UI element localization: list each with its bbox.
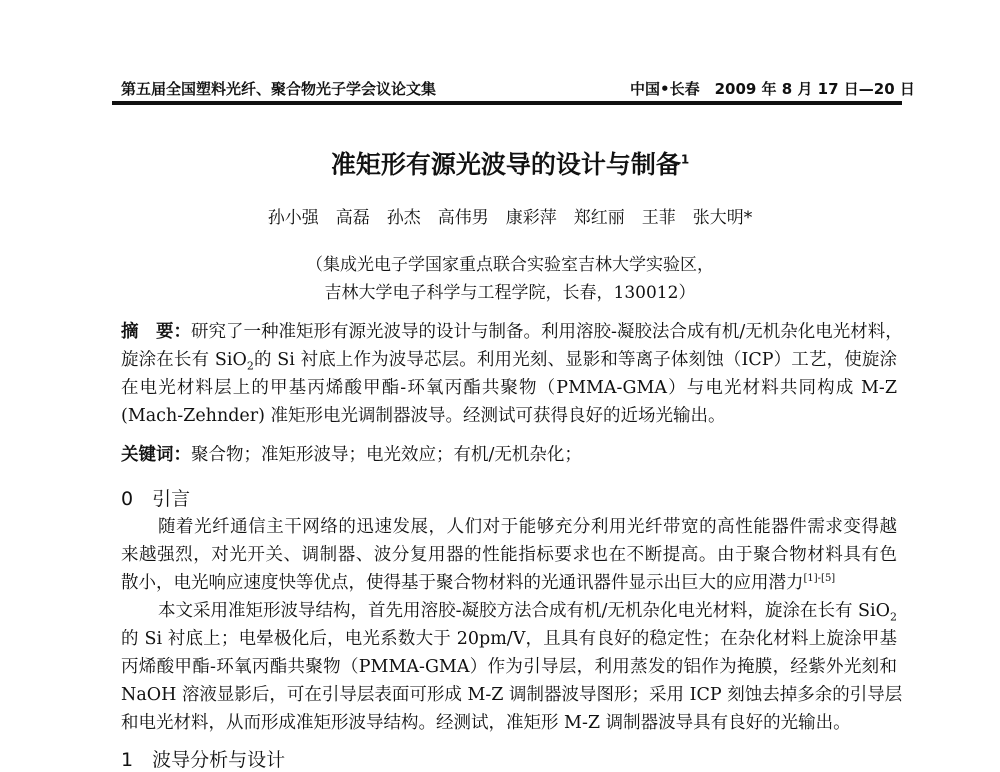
keywords-text: 聚合物；准矩形波导；电光效应；有机/无机杂化； (191, 445, 582, 465)
title-footnote-mark: 1 (680, 152, 690, 167)
body-text: 本文采用准矩形波导结构，首先用溶胶-凝胶方法合成有机/无机杂化电光材料，旋涂在长有 SiO (158, 601, 890, 621)
abstract-line-2 (121, 346, 897, 373)
paper-title (0, 145, 1000, 181)
affiliation-line-1: （集成光电子学国家重点联合实验室吉林大学实验区， (306, 255, 714, 275)
running-header-right: 中国•长春 2009 年 8 月 17 日—20 日 (630, 80, 915, 98)
affiliation-line-2: 吉林大学电子科学与工程学院，长春，130012） (324, 283, 696, 303)
citation: [1]-[5] (803, 573, 836, 585)
body-line: 来越强烈，对光开关、调制器、波分复用器的性能指标要求也在不断提高。由于聚合物材料具有色 (121, 545, 897, 565)
section-0-heading: 0 引言 (121, 488, 191, 510)
abstract-line-3: 在电光材料层上的甲基丙烯酸甲酯-环氧丙酯共聚物（PMMA-GMA）与电光材料共同构成 M-Z (121, 378, 897, 398)
body-line: 和电光材料，从而形成准矩形波导结构。经测试，准矩形 M-Z 调制器波导具有良好的光输出。 (121, 713, 851, 733)
body-line: 随着光纤通信主干网络的迅速发展，人们对于能够充分利用光纤带宽的高性能器件需求变得越 (158, 517, 897, 537)
abstract-text: 旋涂在长有 SiO (121, 350, 247, 370)
keywords-label: 关键词： (121, 445, 191, 465)
running-header-left: 第五届全国塑料光纤、聚合物光子学会议论文集 (121, 80, 437, 98)
abstract-text: 研究了一种准矩形有源光波导的设计与制备。利用溶胶-凝胶法合成有机/无机杂化电光材料， (191, 322, 903, 342)
keywords (121, 441, 897, 466)
title-text: 准矩形有源光波导的设计与制备 (330, 150, 681, 179)
section-1-heading: 1 波导分析与设计 (121, 749, 286, 771)
abstract-text: 的 Si 衬底上作为波导芯层。利用光刻、显影和等离子体刻蚀（ICP）工艺，使旋涂 (253, 350, 897, 370)
body-line: 的 Si 衬底上；电晕极化后，电光系数大于 20pm/V，且具有良好的稳定性；在杂化材料上旋涂甲基 (121, 629, 897, 649)
header-rule (112, 101, 902, 105)
abstract-line-1 (121, 318, 903, 343)
subscript: 2 (890, 610, 897, 624)
body-line: 丙烯酸甲酯-环氧丙酯共聚物（PMMA-GMA）作为引导层，利用蒸发的铝作为掩膜，经紫外光刻和 (121, 657, 897, 677)
abstract-line-4: (Mach-Zehnder) 准矩形电光调制器波导。经测试可获得良好的近场光输出。 (121, 406, 726, 426)
authors: 孙小强 高磊 孙杰 高伟男 康彩萍 郑红丽 王菲 张大明* (267, 208, 753, 228)
body-line (158, 597, 897, 624)
subscript: 2 (246, 359, 254, 373)
abstract-label: 摘 要： (121, 322, 191, 342)
body-line: NaOH 溶液显影后，可在引导层表面可形成 M-Z 调制器波导图形；采用 ICP 刻蚀去掉多余的引导层 (121, 685, 903, 705)
body-text: 散小，电光响应速度快等优点，使得基于聚合物材料的光通讯器件显示出巨大的应用潜力 (121, 573, 804, 593)
body-line (121, 569, 897, 594)
